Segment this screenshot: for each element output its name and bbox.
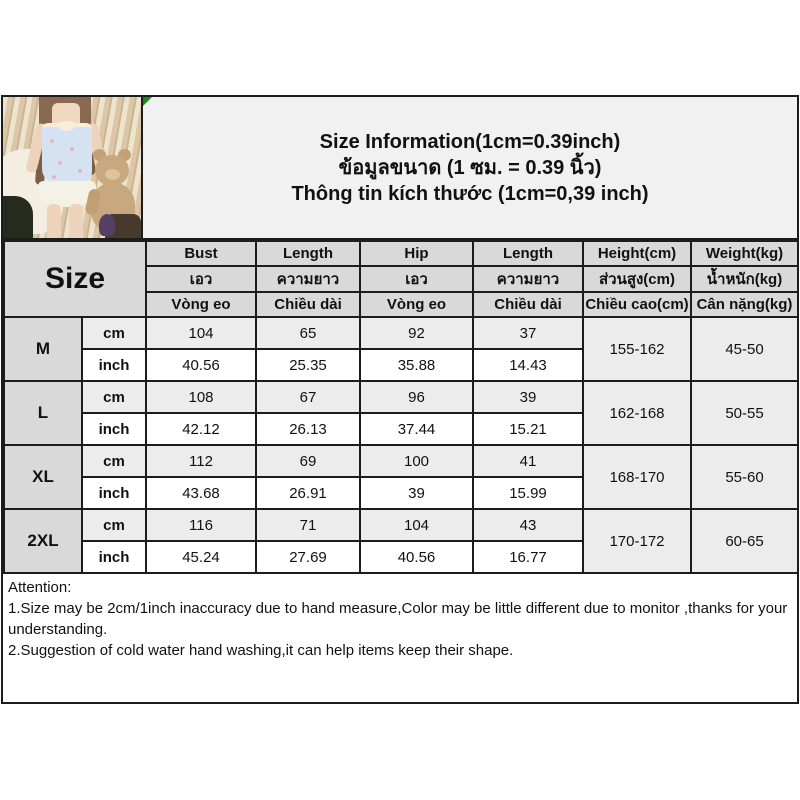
col-header-length2-en: Length	[473, 241, 583, 266]
pajama-bow	[59, 121, 75, 131]
col-header-weight-en: Weight(kg)	[691, 241, 798, 266]
col-header-hip-en: Hip	[360, 241, 473, 266]
value-2xl-hip-inch: 40.56	[360, 541, 473, 573]
size-sheet	[1, 95, 799, 704]
col-header-height-en: Height(cm)	[583, 241, 691, 266]
value-l-bust-inch: 42.12	[146, 413, 256, 445]
value-m-length2-cm: 37	[473, 317, 583, 349]
col-header-height-vi: Chiều cao(cm)	[583, 292, 691, 317]
header-row-en	[4, 241, 798, 266]
col-header-bust-th: เอว	[146, 266, 256, 292]
page-title-en: Size Information(1cm=0.39inch)	[319, 130, 621, 153]
value-2xl-length2-cm: 43	[473, 509, 583, 541]
col-header-length-vi: Chiều dài	[256, 292, 360, 317]
page-title-vi: Thông tin kích thước (1cm=0,39 inch)	[291, 182, 649, 205]
value-l-weight: 50-55	[691, 381, 798, 445]
value-xl-weight: 55-60	[691, 445, 798, 509]
value-l-length2-cm: 39	[473, 381, 583, 413]
teddy-bear-muzzle	[105, 169, 120, 180]
col-header-length2-th: ความยาว	[473, 266, 583, 292]
row-l-cm	[4, 381, 798, 413]
value-l-height: 162-168	[583, 381, 691, 445]
attention-heading: Attention:	[8, 579, 72, 596]
pajama-top	[42, 123, 92, 183]
col-header-hip-th: เอว	[360, 266, 473, 292]
shadow-shape	[3, 196, 33, 238]
attention-section	[3, 574, 797, 702]
value-l-length-cm: 67	[256, 381, 360, 413]
value-xl-length2-cm: 41	[473, 445, 583, 477]
value-m-bust-cm: 104	[146, 317, 256, 349]
value-l-length2-inch: 15.21	[473, 413, 583, 445]
unit-label-inch: inch	[82, 477, 146, 509]
page-title-th: ข้อมูลขนาด (1 ซม. = 0.39 นิ้ว)	[338, 156, 602, 179]
value-xl-length2-inch: 15.99	[473, 477, 583, 509]
value-m-height: 155-162	[583, 317, 691, 381]
col-header-weight-th: น้ำหนัก(kg)	[691, 266, 798, 292]
value-2xl-length2-inch: 16.77	[473, 541, 583, 573]
value-m-bust-inch: 40.56	[146, 349, 256, 381]
unit-label-cm: cm	[82, 317, 146, 349]
size-label-xl: XL	[4, 445, 82, 509]
value-xl-length-inch: 26.91	[256, 477, 360, 509]
unit-label-inch: inch	[82, 413, 146, 445]
value-xl-bust-inch: 43.68	[146, 477, 256, 509]
value-xl-hip-cm: 100	[360, 445, 473, 477]
value-xl-bust-cm: 112	[146, 445, 256, 477]
value-l-length-inch: 26.13	[256, 413, 360, 445]
value-l-hip-inch: 37.44	[360, 413, 473, 445]
value-2xl-length-inch: 27.69	[256, 541, 360, 573]
size-label-l: L	[4, 381, 82, 445]
value-l-hip-cm: 96	[360, 381, 473, 413]
attention-line-1: 1.Size may be 2cm/1inch inaccuracy due to hand measure,Color may be little different due to monitor ,thanks for your understanding.	[8, 600, 788, 638]
model-leg	[47, 204, 61, 238]
product-photo	[3, 97, 143, 238]
model-leg	[69, 204, 83, 238]
unit-label-inch: inch	[82, 349, 146, 381]
attention-line-2: 2.Suggestion of cold water hand washing,it can help items keep their shape.	[8, 642, 514, 659]
value-m-hip-cm: 92	[360, 317, 473, 349]
value-xl-length-cm: 69	[256, 445, 360, 477]
value-2xl-bust-cm: 116	[146, 509, 256, 541]
value-2xl-bust-inch: 45.24	[146, 541, 256, 573]
value-xl-hip-inch: 39	[360, 477, 473, 509]
value-2xl-height: 170-172	[583, 509, 691, 573]
cell-corner-marker-icon	[143, 97, 152, 106]
col-header-hip-vi: Vòng eo	[360, 292, 473, 317]
title-cell	[143, 97, 797, 238]
col-header-bust-en: Bust	[146, 241, 256, 266]
value-2xl-hip-cm: 104	[360, 509, 473, 541]
row-2xl-cm	[4, 509, 798, 541]
value-m-length-inch: 25.35	[256, 349, 360, 381]
bag-shape	[99, 214, 115, 236]
col-header-bust-vi: Vòng eo	[146, 292, 256, 317]
size-label-2xl: 2XL	[4, 509, 82, 573]
value-m-length2-inch: 14.43	[473, 349, 583, 381]
unit-label-cm: cm	[82, 509, 146, 541]
value-m-length-cm: 65	[256, 317, 360, 349]
value-2xl-weight: 60-65	[691, 509, 798, 573]
size-table	[3, 240, 799, 574]
col-header-height-th: ส่วนสูง(cm)	[583, 266, 691, 292]
value-m-hip-inch: 35.88	[360, 349, 473, 381]
col-header-length2-vi: Chiều dài	[473, 292, 583, 317]
row-m-cm	[4, 317, 798, 349]
top-row	[3, 97, 797, 240]
col-header-length-th: ความยาว	[256, 266, 360, 292]
value-2xl-length-cm: 71	[256, 509, 360, 541]
unit-label-cm: cm	[82, 445, 146, 477]
size-corner-cell: Size	[4, 241, 146, 317]
row-xl-cm	[4, 445, 798, 477]
value-m-weight: 45-50	[691, 317, 798, 381]
col-header-length-en: Length	[256, 241, 360, 266]
unit-label-inch: inch	[82, 541, 146, 573]
col-header-weight-vi: Cân nặng(kg)	[691, 292, 798, 317]
unit-label-cm: cm	[82, 381, 146, 413]
value-l-bust-cm: 108	[146, 381, 256, 413]
value-xl-height: 168-170	[583, 445, 691, 509]
size-label-m: M	[4, 317, 82, 381]
